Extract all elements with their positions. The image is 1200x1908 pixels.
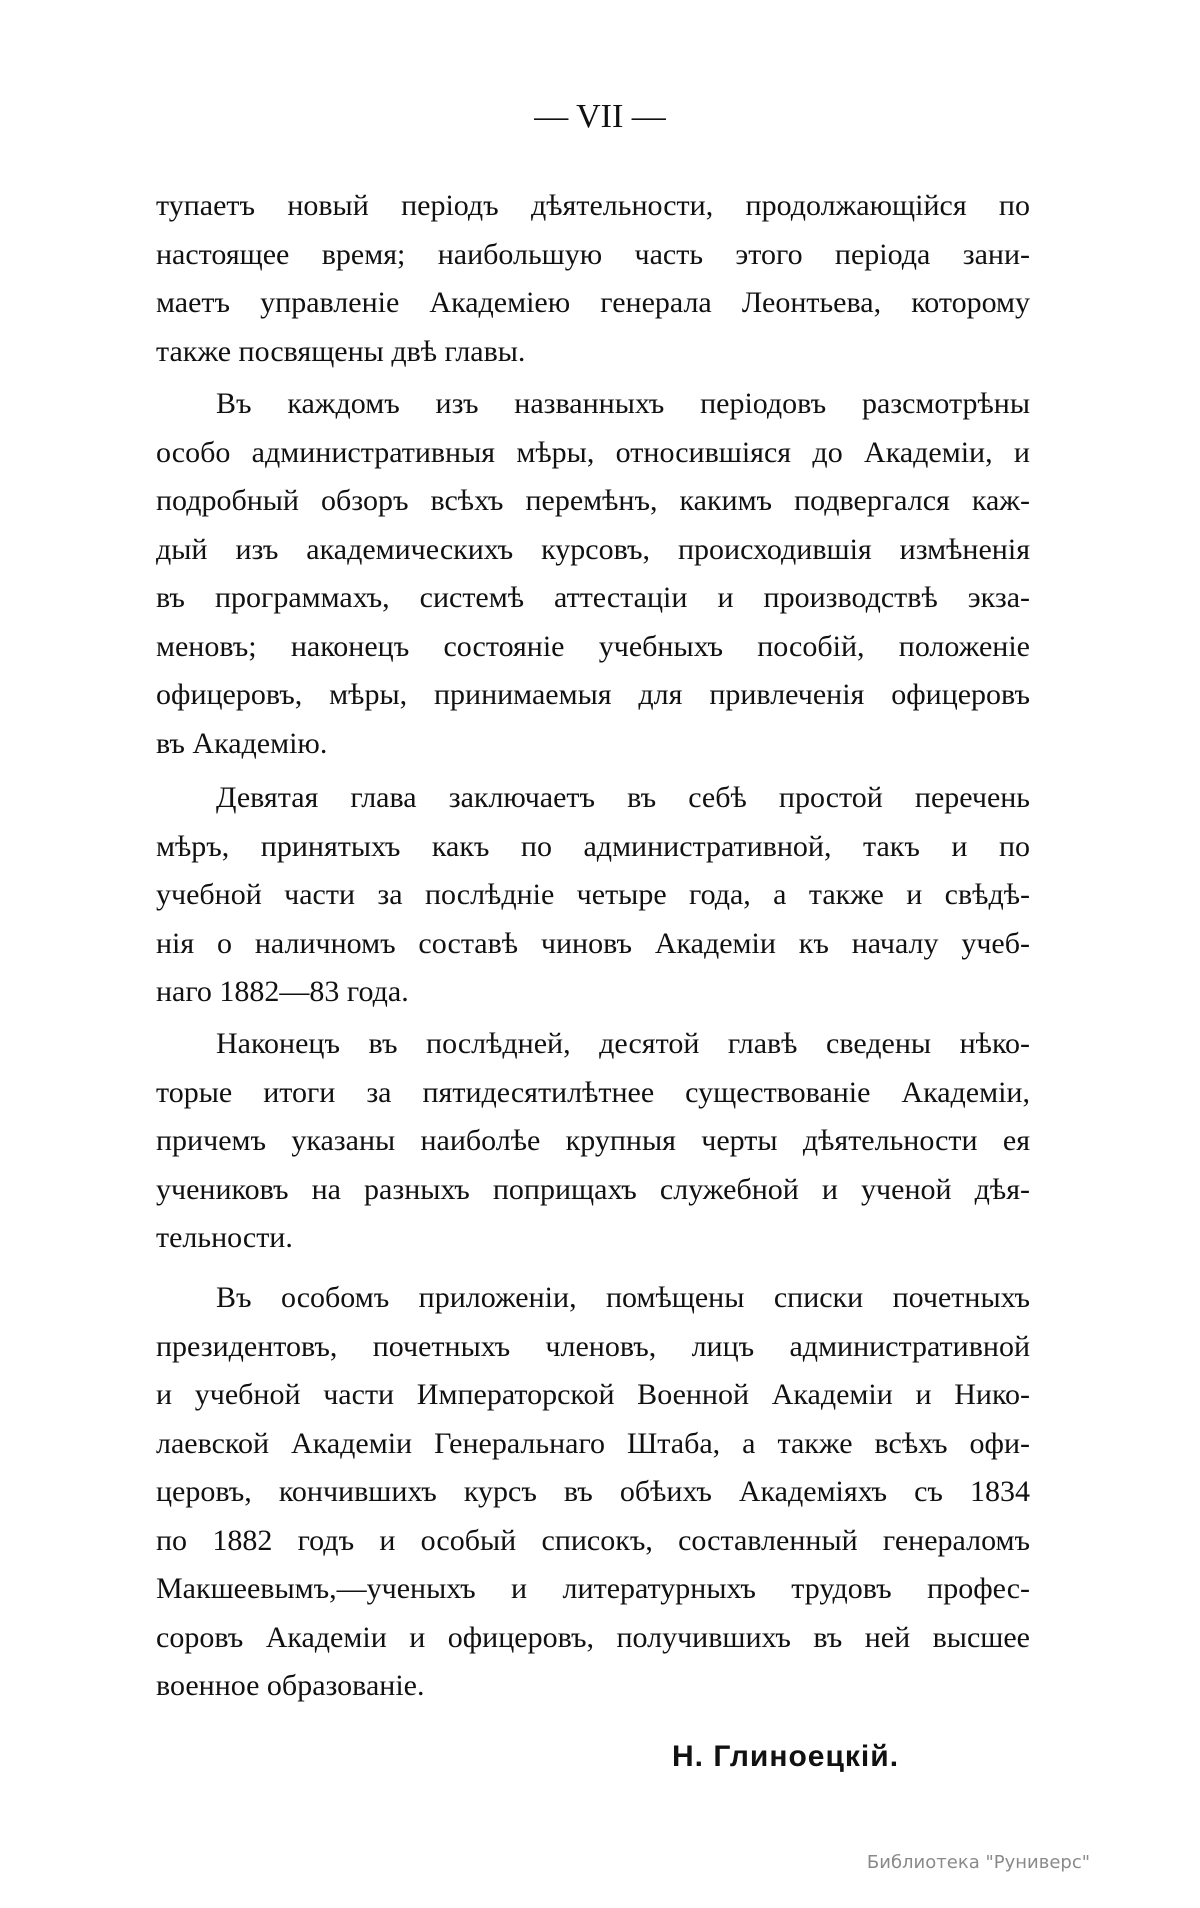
paragraph-2 — [156, 380, 1030, 768]
text-line: дый изъ академическихъ курсовъ, происходившія измѣненія — [156, 532, 1030, 566]
text-line: въ Академію. — [156, 726, 328, 760]
text-line: офицеровъ, мѣры, принимаемыя для привлеченія офицеровъ — [156, 678, 1030, 711]
paragraph-1 — [156, 182, 1030, 376]
text-line: мѣръ, принятыхъ какъ по административной, такъ и по — [156, 829, 1030, 863]
text-line: Макшеевымъ,—ученыхъ и литературныхъ трудовъ профес- — [156, 1572, 1030, 1605]
text-line: причемъ указаны наиболѣе крупныя черты дѣятельности ея — [156, 1124, 1030, 1157]
paragraph-5 — [156, 1274, 1030, 1711]
text-line: подробный обзоръ всѣхъ перемѣнъ, какимъ подвергался каж- — [156, 484, 1030, 517]
text-line: соровъ Академіи и офицеровъ, получившихъ въ ней высшее — [156, 1620, 1030, 1654]
text-line: церовъ, кончившихъ курсъ въ обѣихъ Академіяхъ съ 1834 — [156, 1475, 1030, 1508]
text-line: президентовъ, почетныхъ членовъ, лицъ административной — [156, 1329, 1030, 1363]
text-line: и учебной части Императорской Военной Академіи и Нико- — [156, 1378, 1030, 1411]
text-line: въ программахъ, системѣ аттестаціи и производствѣ экза- — [156, 581, 1030, 614]
library-watermark: Библиотека "Руниверс" — [866, 1852, 1090, 1873]
text-line: лаевской Академіи Генеральнаго Штаба, а также всѣхъ офи- — [156, 1426, 1030, 1460]
text-line: маетъ управленіе Академіею генерала Леонтьева, которому — [156, 286, 1030, 319]
text-line: наго 1882—83 года. — [156, 975, 409, 1008]
text-line: нія о наличномъ составѣ чиновъ Академіи къ началу учеб- — [156, 926, 1030, 960]
paragraph-4 — [156, 1020, 1030, 1263]
text-line: торые итоги за пятидесятилѣтнее существованіе Академіи, — [156, 1075, 1030, 1109]
paragraph-3 — [156, 774, 1030, 1017]
text-line: учениковъ на разныхъ поприщахъ служебной и ученой дѣя- — [156, 1172, 1030, 1206]
text-line: Въ особомъ приложеніи, помѣщены списки почетныхъ — [216, 1281, 1030, 1314]
text-line: военное образованіе. — [156, 1669, 425, 1702]
author-signature: Н. Глиноецкій. — [672, 1740, 900, 1773]
text-line: Въ каждомъ изъ названныхъ періодовъ разсмотрѣны — [216, 387, 1030, 420]
text-line: Девятая глава заключаетъ въ себѣ простой перечень — [216, 781, 1030, 814]
text-line: тельности. — [156, 1221, 293, 1254]
text-line: меновъ; наконецъ состояніе учебныхъ пособій, положеніе — [156, 629, 1030, 663]
text-line: также посвящены двѣ главы. — [156, 334, 526, 368]
page-number: — VII — — [534, 98, 666, 135]
text-line: настоящее время; наибольшую часть этого періода зани- — [156, 237, 1030, 271]
text-line: Наконецъ въ послѣдней, десятой главѣ сведены нѣко- — [216, 1027, 1030, 1060]
text-line: особо административныя мѣры, относившіяся до Академіи, и — [156, 435, 1030, 469]
text-line: учебной части за послѣдніе четыре года, а также и свѣдѣ- — [156, 878, 1030, 911]
text-line: тупаетъ новый періодъ дѣятельности, продолжающійся по — [156, 189, 1030, 222]
text-line: по 1882 годъ и особый списокъ, составленный генераломъ — [156, 1523, 1030, 1557]
